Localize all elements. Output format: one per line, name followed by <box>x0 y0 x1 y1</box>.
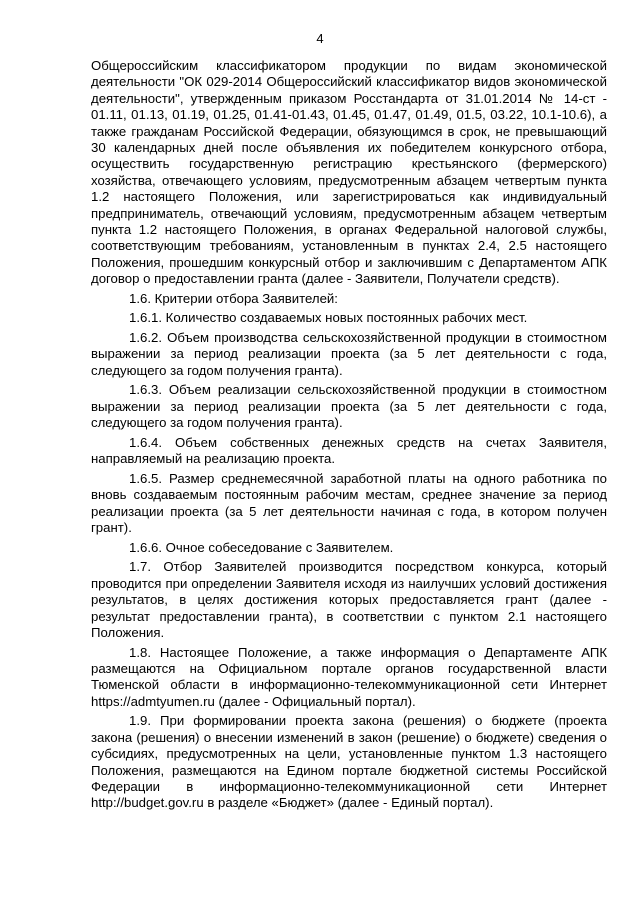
paragraph-1-6: 1.6. Критерии отбора Заявителей: <box>129 290 338 306</box>
paragraph-1-7: 1.7. Отбор Заявителей производится посредством конкурса, который проводится при определении Заявителя исходя из наилучших условий достижения результатов, в целях достижения которых предоставляется грант (далее - результат предоставлении гранта), в соответствии с пунктом 2.1 настоящего Положения. <box>91 559 607 640</box>
paragraph-1-6-6: 1.6.6. Очное собеседование с Заявителем. <box>129 539 394 555</box>
paragraph-1-6-5: 1.6.5. Размер среднемесячной заработной платы на одного работника по вновь создаваемым постоянным рабочим местам, среднее значение за период реализации проекта (за 5 лет деятельности начиная с года, в котором получен грант). <box>91 470 607 536</box>
paragraph-1-6-4: 1.6.4. Объем собственных денежных средств на счетах Заявителя, направляемый на реализацию проекта. <box>91 434 607 467</box>
document-body <box>91 58 607 815</box>
paragraph-1-6-3: 1.6.3. Объем реализации сельскохозяйственной продукции в стоимостном выражении за период реализации проекта (за 5 лет деятельности с года, следующего за годом получения гранта). <box>91 382 607 431</box>
paragraph-1-6-2: 1.6.2. Объем производства сельскохозяйственной продукции в стоимостном выражении за период реализации проекта (за 5 лет деятельности с года, следующего за годом получения гранта). <box>91 330 607 378</box>
paragraph-1-9: 1.9. При формировании проекта закона (решения) о бюджете (проекта закона (решения) о внесении изменений в закон (решение) о бюджете) сведения о субсидиях, предусмотренных на цели, установленные пунктом 1.3 настоящего Положения, размещаются на Едином портале бюджетной системы Российской Федерации в информационно-телекоммуникационной сети Интернет http://budget.gov.ru в разделе «Бюджет» (далее - Единый портал). <box>91 713 607 811</box>
paragraph-continuation: Общероссийским классификатором продукции по видам экономической деятельности "ОК 029-2014 Общероссийский классификатор видов экономической деятельности", утвержденным приказом Росстандарта от 31.01.2014 № 14-ст - 01.11, 01.13, 01.19, 01.25, 01.41-01.43, 01.45, 01.47, 01.49, 01.5, 03.22, 10.1-10.6), а также гражданам Российской Федерации, обязующимся в срок, не превышающий 30 календарных дней после объявления их победителем конкурсного отбора, осуществить государственную регистрацию крестьянского (фермерского) хозяйства, отвечающего условиям, предусмотренным абзацем четвертым пункта 1.2 настоящего Положения, или зарегистрироваться как индивидуальный предприниматель, отвечающий условиям, предусмотренным абзацем четвертым пункта 1.2 настоящего Положения, в органах Федеральной налоговой службы, соответствующим требованиям, установленным в пунктах 2.4, 2.5 настоящего Положения, прошедшим конкурсный отбор и заключившим с Департаментом АПК договор о предоставлении гранта (далее - Заявители, Получатели средств). <box>91 58 607 287</box>
page-number: 4 <box>316 31 324 46</box>
paragraph-1-6-1: 1.6.1. Количество создаваемых новых постоянных рабочих мест. <box>129 310 528 326</box>
paragraph-1-8: 1.8. Настоящее Положение, а также информация о Департаменте АПК размещаются на Официальном портале органов государственной власти Тюменской области в информационно-телекоммуникационной сети Интернет https://admtyumen.ru (далее - Официальный портал). <box>91 644 607 709</box>
